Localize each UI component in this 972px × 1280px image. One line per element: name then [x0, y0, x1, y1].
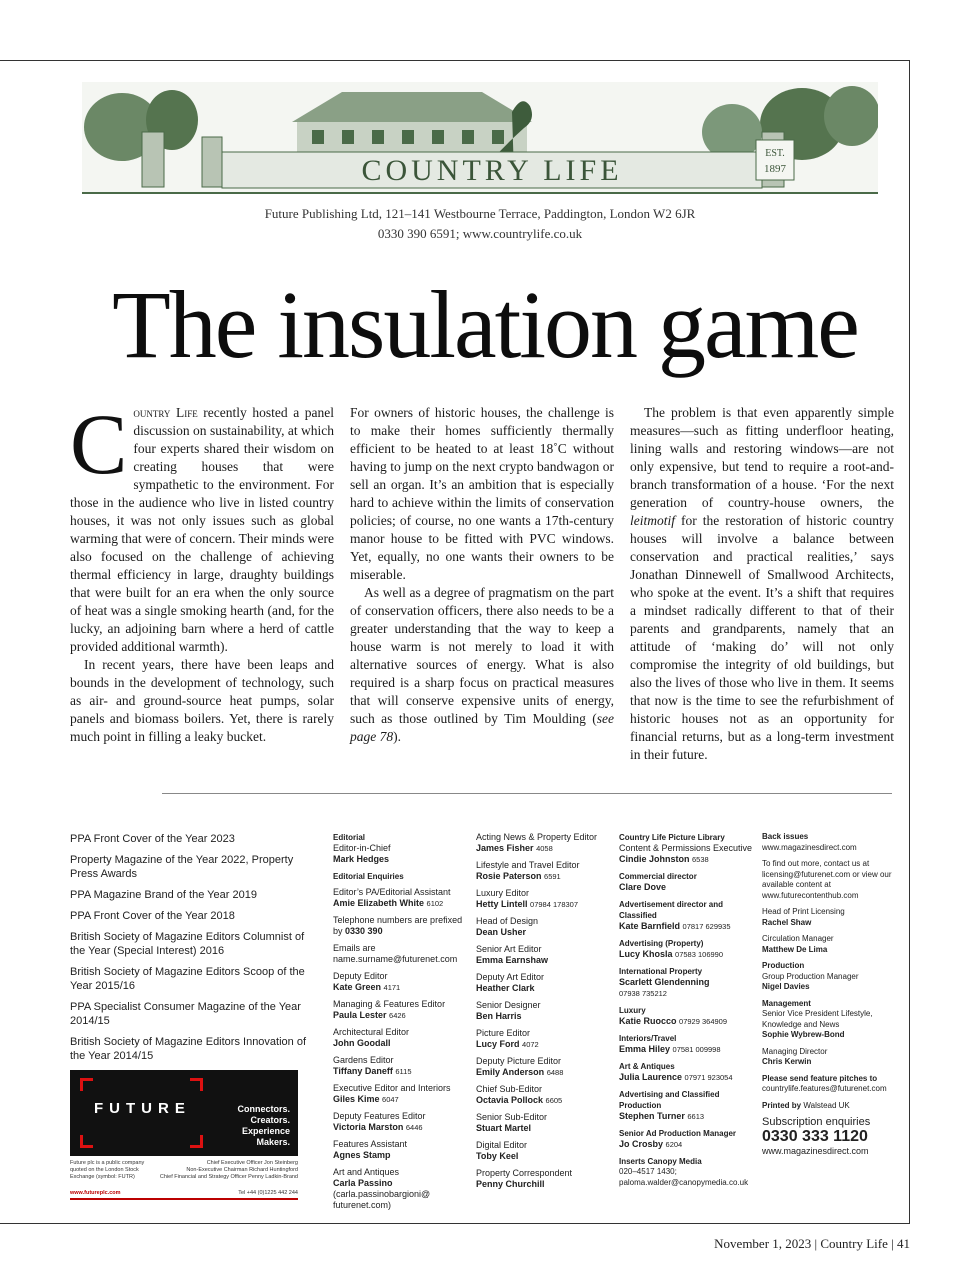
staff-entry — [333, 1083, 468, 1105]
staff-role: Senior Designer — [476, 1000, 541, 1010]
award-item: British Society of Magazine Editors Columnist of the Year (Special Interest) 2016 — [70, 931, 305, 957]
lead-smallcaps: ountry Life — [133, 405, 198, 420]
staff-entry — [476, 1056, 611, 1078]
award-item: PPA Specialist Consumer Magazine of the Year 2014/15 — [70, 1001, 301, 1027]
staff-phone: 07938 735212 — [619, 989, 667, 998]
staff-entry — [476, 832, 611, 854]
article-paragraph — [70, 396, 335, 656]
masthead-illustration — [82, 82, 878, 194]
phone-prefix: 0330 390 — [345, 926, 383, 936]
staff-phone: 6115 — [395, 1067, 412, 1076]
staff-role: Head of Design — [476, 916, 539, 926]
staff-entry — [333, 971, 468, 993]
staff-role: Picture Editor — [476, 1028, 531, 1038]
page-title: The insulation game — [112, 271, 858, 378]
paragraph-text: As well as a degree of pragmatism on the part of conservation officers, there also needs to be a greater understanding that the way to keep a house warm is not merely to load it with alternative sources of energy. What is also required is a sharp focus on practical measures that will conserve expensive units of energy, such as those outlined by Tim Moulding ( — [350, 585, 614, 726]
staff-entry — [333, 1027, 468, 1049]
section-heading: Inserts Canopy Media — [619, 1157, 702, 1166]
staff-name: Lucy Khosla — [619, 949, 673, 959]
printer-info — [762, 1101, 902, 1112]
corp-officers — [148, 1160, 298, 1181]
staff-name: Paula Lester — [333, 1010, 387, 1020]
tagline-line: Connectors. — [237, 1104, 290, 1114]
staff-role: Gardens Editor — [333, 1055, 394, 1065]
staff-entry — [476, 1084, 611, 1106]
corp-officer: Chief Executive Officer Jon Steinberg — [206, 1160, 298, 1166]
bracket-icon — [80, 1078, 93, 1091]
staff-role: Architectural Editor — [333, 1027, 410, 1037]
section-heading: Please send feature pitches to — [762, 1073, 878, 1083]
staff-entry — [619, 966, 754, 999]
section-heading: Senior Ad Production Manager — [619, 1129, 737, 1138]
staff-name: Mark Hedges — [333, 854, 390, 864]
staff-email: paloma.walder@canopymedia.co.uk — [619, 1177, 749, 1187]
staff-entry — [476, 1028, 611, 1050]
section-heading: Advertisement director and Classified — [619, 900, 724, 920]
staff-name: Jo Crosby — [619, 1139, 664, 1149]
award-item: British Society of Magazine Editors Innovation of the Year 2014/15 — [70, 1036, 307, 1062]
staff-name: Toby Keel — [476, 1151, 519, 1161]
staff-name: Chris Kerwin — [762, 1057, 812, 1066]
paragraph-text: recently hosted a panel discussion on sustainability, at which four experts shared their wisdom on creating houses that were sympathetic to the environment. For those in the audience who live in listed country houses, it was not only issues such as global warming that were of concern. Their minds were also focused on the challenge of achieving thermal efficiency in large, draughty buildings that were built for an era when the only source of heat was a single smoking hearth (and, for the lucky, an adjoining barn where a herd of cattle provided additional warmth). — [70, 405, 335, 654]
staff-role: Senior Sub-Editor — [476, 1112, 548, 1122]
back-issues-url[interactable]: www.magazinesdirect.com — [762, 842, 857, 852]
staff-entry — [333, 887, 468, 909]
masthead-est: EST. — [765, 148, 785, 159]
printer-name: Walstead UK — [803, 1100, 850, 1110]
masthead-title: COUNTRY LIFE — [361, 154, 623, 187]
printed-label: Printed by — [762, 1100, 802, 1110]
section-heading: Editorial — [333, 833, 366, 842]
staff-phone: 07929 364909 — [679, 1017, 727, 1026]
staff-entry — [619, 899, 754, 932]
corp-officer: Non-Executive Chairman Richard Huntingford — [186, 1167, 298, 1173]
staff-column-3 — [619, 832, 754, 1194]
note-text: Telephone numbers are prefixed by — [333, 915, 463, 936]
future-tagline — [237, 1104, 290, 1148]
corp-officer: Chief Financial and Strategy Officer Penny Ladkin-Brand — [159, 1174, 298, 1180]
staff-entry — [333, 1111, 468, 1133]
publisher-address: Future Publishing Ltd, 121–141 Westbourne Terrace, Paddington, London W2 6JR — [264, 206, 696, 221]
staff-role: Group Production Manager — [762, 971, 859, 981]
staff-role: Deputy Art Editor — [476, 972, 545, 982]
article-paragraph — [630, 404, 894, 764]
staff-name: Tiffany Daneff — [333, 1066, 393, 1076]
article-paragraph: In recent years, there have been leaps and bounds in the development of technology, such as air- and ground-source heat pumps, solar panels and biomass boilers. Yet, there is rarely much point in filling a leaky bucket. — [70, 657, 334, 744]
paragraph-text: ). — [393, 729, 401, 744]
article-column-3 — [630, 404, 894, 764]
section-heading: International Property — [619, 967, 703, 976]
staff-phone: 020–4517 1430; — [619, 1167, 677, 1176]
staff-phone: 4072 — [522, 1040, 539, 1049]
staff-name: Julia Laurence — [619, 1072, 683, 1082]
pitch-email[interactable]: countrylife.features@futurenet.com — [762, 1084, 887, 1093]
staff-entry — [333, 843, 468, 865]
staff-phone: 07583 106990 — [675, 950, 723, 959]
staff-entry — [333, 999, 468, 1021]
staff-name: Clare Dove — [619, 882, 667, 892]
staff-name: Heather Clark — [476, 983, 535, 993]
staff-name: Emily Anderson — [476, 1067, 545, 1077]
staff-role: Digital Editor — [476, 1140, 528, 1150]
staff-entry — [476, 888, 611, 910]
staff-role: Deputy Editor — [333, 971, 388, 981]
staff-entry — [333, 1139, 468, 1161]
staff-name: Hetty Lintell — [476, 899, 528, 909]
staff-column-4 — [762, 832, 902, 1157]
staff-phone: 6613 — [687, 1112, 705, 1121]
future-logo: FUTURE — [94, 1100, 191, 1117]
section-heading: Production — [762, 961, 805, 970]
staff-entry — [476, 1168, 611, 1190]
staff-name: Agnes Stamp — [333, 1150, 391, 1160]
staff-entry — [476, 944, 611, 966]
paragraph-text: for the restoration of historic country houses will involve a balance between conservation and practical realities,’ says Jonathan Dinnewell of Smallwood Architects, who spoke at the event. It’s a shift that requires a mindset radically different to that of their parents and grandparents, namely that an attitude of ‘making do’ will not only compromise the integrity of old buildings, but also the lives of those who live in them. It seems that now is the time to see the refurbishment of historic houses not as an opportunity for financial returns, but as a long-term investment in their future. — [630, 513, 894, 762]
staff-phone: 6605 — [545, 1096, 563, 1105]
award-item: PPA Front Cover of the Year 2018 — [70, 910, 235, 922]
section-heading: Advertising and Classified Production — [619, 1090, 720, 1110]
staff-entry — [476, 1000, 611, 1022]
email-note: Emails are name.surname@futurenet.com — [333, 943, 458, 964]
award-item: Property Magazine of the Year 2022, Property Press Awards — [70, 854, 294, 880]
staff-entry — [619, 871, 754, 893]
staff-phone: 4171 — [383, 983, 401, 992]
article-column-2 — [350, 404, 614, 746]
publisher-contact: 0330 390 6591; www.countrylife.co.uk — [377, 226, 583, 241]
staff-role: Features Assistant — [333, 1139, 408, 1149]
section-heading: Back issues — [762, 832, 809, 841]
staff-entry — [476, 1112, 611, 1134]
section-heading: Commercial director — [619, 872, 697, 881]
staff-role: Circulation Manager — [762, 934, 834, 943]
staff-entry — [333, 1167, 468, 1211]
staff-name: Rachel Shaw — [762, 917, 812, 927]
staff-name: Matthew De Lima — [762, 944, 828, 954]
future-logo-box — [70, 1070, 298, 1156]
paragraph-text: The problem is that even apparently simple measures—such as fitting underfloor heating, lining walls and restoring windows—are not only expensive, but tend to require a root-and-branch transformation of a house. ‘For the next generation of country-house owners, the — [630, 405, 894, 510]
staff-role: Editor’s PA/Editorial Assistant — [333, 887, 451, 897]
page-reference: see page 78 — [350, 711, 614, 744]
article-paragraph: For owners of historic houses, the challenge is to make their homes sufficiently thermally efficient to be heated to at least 18˚C without having to jump on the next crypto bandwagon or sell an organ. It’s an ambition that is especially hard to achieve within the limits of conservation policies; of course, no one wants a 17th-century manor house to be fitted with PVC windows. Yet, equally, no one wants their owners to be miserable. — [350, 405, 614, 582]
licensing-note: To find out more, contact us at licensing@futurenet.com or view our available content at www.futurecontenthub.com — [762, 859, 892, 900]
subscription-info — [762, 1117, 902, 1157]
staff-entry — [333, 915, 468, 937]
staff-role: Lifestyle and Travel Editor — [476, 860, 580, 870]
staff-name: Giles Kime — [333, 1094, 380, 1104]
staff-name: Ben Harris — [476, 1011, 522, 1021]
section-heading: Interiors/Travel — [619, 1034, 677, 1043]
staff-entry — [619, 1156, 754, 1188]
staff-role: Property Correspondent — [476, 1168, 573, 1178]
staff-role: Head of Print Licensing — [762, 907, 845, 916]
staff-phone: 07581 009998 — [672, 1045, 721, 1054]
staff-phone: 6591 — [544, 872, 561, 881]
subscription-heading: Subscription enquiries — [762, 1116, 871, 1128]
staff-phone: 07984 178307 — [530, 900, 578, 909]
staff-phone: 6426 — [389, 1011, 406, 1020]
staff-name: Emma Earnshaw — [476, 955, 549, 965]
staff-name: James Fisher — [476, 843, 534, 853]
staff-name: Victoria Marston — [333, 1122, 404, 1132]
article-paragraph — [350, 584, 614, 746]
staff-column-1 — [333, 832, 468, 1217]
tagline-line: Creators. — [250, 1115, 290, 1125]
staff-name: Lucy Ford — [476, 1039, 520, 1049]
staff-role: Acting News & Property Editor — [476, 832, 598, 842]
staff-role: Senior Vice President Lifestyle, Knowledge and News — [762, 1009, 873, 1029]
staff-role: Managing Director — [762, 1046, 828, 1056]
staff-role: Content & Permissions Executive — [619, 843, 753, 853]
drop-cap: C — [70, 396, 128, 492]
bracket-icon — [80, 1135, 93, 1148]
staff-name: Stephen Turner — [619, 1111, 685, 1121]
staff-entry — [476, 916, 611, 938]
section-heading: Editorial Enquiries — [333, 872, 404, 881]
article-column-1 — [70, 396, 335, 746]
award-item: PPA Front Cover of the Year 2023 — [70, 833, 235, 845]
staff-name: Octavia Pollock — [476, 1095, 544, 1105]
staff-role: Editor-in-Chief — [333, 843, 391, 853]
staff-entry — [619, 938, 754, 960]
bracket-icon — [190, 1135, 203, 1148]
staff-phone: 07817 629935 — [682, 922, 731, 931]
staff-phone: 6446 — [405, 1123, 423, 1132]
staff-name: Katie Ruocco — [619, 1016, 677, 1026]
future-url[interactable]: www.futureplc.com — [70, 1190, 121, 1196]
staff-entry — [476, 1140, 611, 1162]
staff-role: Art and Antiques — [333, 1167, 400, 1177]
staff-entry — [333, 1055, 468, 1077]
section-divider — [162, 793, 892, 794]
masthead-year: 1897 — [764, 163, 786, 175]
staff-column-2 — [476, 832, 611, 1196]
staff-entry — [619, 1089, 754, 1122]
staff-role: Deputy Features Editor — [333, 1111, 426, 1121]
staff-name: Rosie Paterson — [476, 871, 542, 881]
staff-name: Stuart Martel — [476, 1123, 532, 1133]
section-heading: Country Life Picture Library — [619, 833, 725, 842]
staff-role: Deputy Picture Editor — [476, 1056, 562, 1066]
staff-name: Amie Elizabeth White — [333, 898, 425, 908]
staff-role: Managing & Features Editor — [333, 999, 446, 1009]
page-footer: November 1, 2023 | Country Life | 41 — [714, 1236, 910, 1251]
red-rule — [70, 1198, 298, 1200]
award-item: PPA Magazine Brand of the Year 2019 — [70, 889, 257, 901]
staff-email: (carla.passinobargioni@ futurenet.com) — [333, 1189, 431, 1210]
staff-role: Luxury Editor — [476, 888, 530, 898]
publisher-info — [150, 204, 810, 244]
staff-phone: 6488 — [546, 1068, 564, 1077]
staff-phone: 6538 — [692, 855, 709, 864]
staff-phone: 6204 — [665, 1140, 683, 1149]
staff-phone: 4058 — [536, 844, 553, 853]
staff-entry — [762, 907, 902, 928]
staff-role: Senior Art Editor — [476, 944, 542, 954]
staff-name: Penny Churchill — [476, 1179, 545, 1189]
staff-role: Executive Editor and Interiors — [333, 1083, 451, 1093]
staff-name: Cindie Johnston — [619, 854, 690, 864]
staff-entry — [762, 934, 902, 955]
staff-entry — [619, 832, 754, 865]
italic-term: leitmotif — [630, 513, 675, 528]
staff-phone: 07971 923054 — [684, 1073, 733, 1082]
bracket-icon — [190, 1078, 203, 1091]
staff-entry — [762, 1047, 902, 1068]
section-heading: Art & Antiques — [619, 1062, 675, 1071]
staff-entry — [476, 860, 611, 882]
staff-entry — [762, 999, 902, 1041]
future-tel: Tel +44 (0)1225 442 244 — [238, 1190, 298, 1196]
staff-role: Chief Sub-Editor — [476, 1084, 543, 1094]
section-heading: Advertising (Property) — [619, 939, 704, 948]
staff-name: Emma Hiley — [619, 1044, 671, 1054]
staff-entry — [619, 1033, 754, 1055]
back-issues — [762, 832, 902, 853]
awards-list — [70, 832, 320, 1070]
tagline-line: Experience — [241, 1126, 290, 1136]
staff-name: Kate Barnfield — [619, 921, 681, 931]
tagline-line: Makers. — [256, 1137, 290, 1147]
staff-entry — [619, 1128, 754, 1150]
staff-phone: 6047 — [382, 1095, 399, 1104]
staff-entry — [476, 972, 611, 994]
pitch-info — [762, 1074, 902, 1095]
staff-entry — [619, 1061, 754, 1083]
staff-name: Scarlett Glendenning — [619, 977, 710, 987]
staff-name: Nigel Davies — [762, 982, 810, 991]
staff-name: Sophie Wybrew-Bond — [762, 1030, 845, 1039]
staff-entry — [619, 1005, 754, 1027]
staff-name: Dean Usher — [476, 927, 527, 937]
section-heading: Management — [762, 998, 811, 1008]
staff-name: John Goodall — [333, 1038, 391, 1048]
subscription-url[interactable]: www.magazinesdirect.com — [762, 1146, 869, 1156]
corp-listing: Future plc is a public company quoted on the London Stock Exchange (symbol: FUTR) — [70, 1160, 145, 1180]
staff-name: Carla Passino — [333, 1178, 393, 1188]
section-heading: Luxury — [619, 1006, 646, 1015]
award-item: British Society of Magazine Editors Scoop of the Year 2015/16 — [70, 966, 305, 992]
subscription-phone: 0330 333 1120 — [762, 1128, 868, 1145]
staff-phone: 6102 — [426, 899, 444, 908]
staff-name: Kate Green — [333, 982, 382, 992]
staff-entry — [762, 961, 902, 993]
